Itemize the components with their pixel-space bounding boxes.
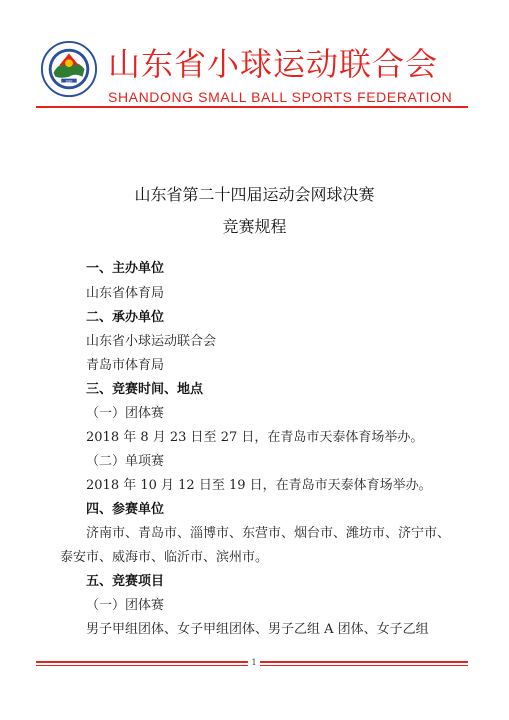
org-name-cn: 山东省小球运动联合会 — [108, 45, 439, 83]
subsection-heading: （二）单项赛 — [86, 454, 165, 469]
section-heading-participants: 四、参赛单位 — [86, 502, 165, 517]
document-subtitle: 竞赛规程 — [222, 217, 287, 236]
body-text: 泰安市、威海市、临沂市、滨州市。 — [60, 550, 269, 565]
section-heading-host: 二、承办单位 — [86, 310, 165, 325]
letterhead-divider — [36, 106, 468, 108]
document-title: 山东省第二十四届运动会网球决赛 — [134, 185, 375, 204]
subsection-heading: （一）团体赛 — [86, 406, 165, 421]
body-text: 山东省小球运动联合会 — [86, 334, 217, 349]
body-text: 青岛市体育局 — [86, 358, 165, 373]
body-text: 山东省体育局 — [86, 286, 165, 301]
section-heading-organizer: 一、主办单位 — [86, 261, 165, 276]
svg-text:SSF: SSF — [65, 78, 73, 84]
body-text: 2018 年 8 月 23 日至 27 日，在青岛市天泰体育场举办。 — [86, 430, 424, 445]
body-text: 2018 年 10 月 12 日至 19 日，在青岛市天泰体育场举办。 — [86, 478, 432, 493]
body-text: 济南市、青岛市、淄博市、东营市、烟台市、潍坊市、济宁市、 — [86, 526, 451, 541]
section-heading-events: 五、竞赛项目 — [86, 574, 165, 589]
federation-seal-icon — [40, 40, 98, 98]
body-text: 男子甲组团体、女子甲组团体、男子乙组 A 团体、女子乙组 — [86, 622, 429, 637]
org-name-en: SHANDONG SMALL BALL SPORTS FEDERATION — [108, 89, 453, 105]
section-heading-time-place: 三、竞赛时间、地点 — [86, 382, 204, 397]
subsection-heading: （一）团体赛 — [86, 598, 165, 613]
page-number: 1 — [248, 658, 260, 668]
